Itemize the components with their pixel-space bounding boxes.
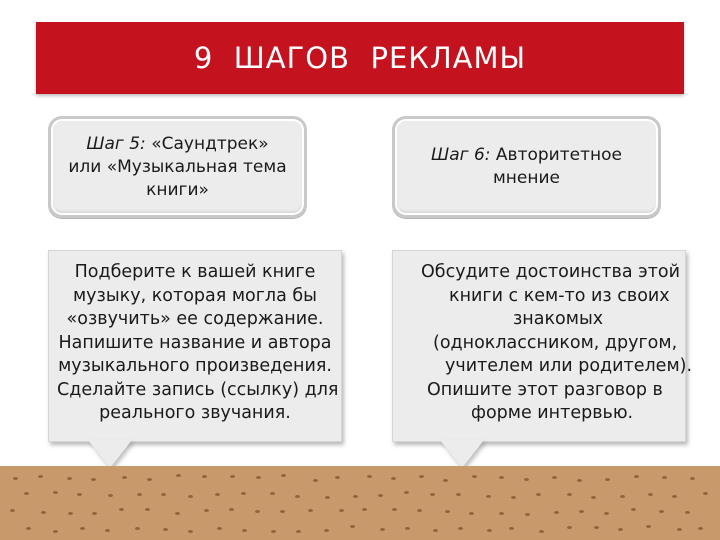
ground-pebble bbox=[472, 475, 477, 478]
ground-pebble bbox=[577, 479, 582, 482]
ground-pebble bbox=[605, 478, 610, 481]
ground-pebble bbox=[698, 527, 703, 530]
ground-pebble bbox=[662, 476, 667, 479]
step-6-header bbox=[392, 116, 661, 218]
ground-pebble bbox=[270, 492, 275, 495]
ground-pebble bbox=[554, 511, 559, 514]
ground-pebble bbox=[137, 493, 142, 496]
ground-pebble bbox=[703, 492, 708, 495]
step-5-description bbox=[48, 250, 342, 442]
step-5-body-line: реального звучания. bbox=[99, 403, 291, 423]
ground-pebble bbox=[456, 493, 461, 496]
ground-pebble bbox=[80, 527, 85, 530]
step-5-title-line-3: книги» bbox=[146, 179, 209, 200]
step-6-title bbox=[431, 144, 622, 190]
step-6-body-line: книги с кем-то из своих bbox=[449, 285, 670, 306]
ground-pebble bbox=[378, 494, 383, 497]
ground-pebble bbox=[24, 492, 29, 495]
ground-pebble bbox=[430, 493, 435, 496]
page-title: 9 ШАГОВ РЕКЛАМЫ bbox=[193, 41, 527, 75]
ground-pebble bbox=[536, 493, 541, 496]
ground-pebble bbox=[690, 477, 695, 480]
ground-pebble bbox=[353, 495, 358, 498]
ground-pebble bbox=[391, 477, 396, 480]
ground-pebble bbox=[281, 474, 286, 477]
ground-pebble bbox=[163, 528, 168, 531]
ground-pebble bbox=[41, 511, 46, 514]
title-banner bbox=[36, 22, 684, 94]
ground-pebble bbox=[296, 530, 301, 533]
step-6-callout-pointer bbox=[440, 440, 484, 468]
ground-pebble bbox=[204, 509, 209, 512]
ground-pebble bbox=[392, 508, 397, 511]
ground-pebble bbox=[677, 528, 682, 531]
ground-pebble bbox=[591, 496, 596, 499]
ground-pebble bbox=[280, 510, 285, 513]
ground-pebble bbox=[91, 478, 96, 481]
ground-pebble bbox=[339, 509, 344, 512]
step-5-body-line: музыкального произведения. bbox=[58, 356, 332, 376]
ground-pebble bbox=[499, 476, 504, 479]
ground-pebble bbox=[672, 495, 677, 498]
ground-pebble bbox=[404, 491, 409, 494]
step-5-callout-pointer bbox=[88, 440, 132, 468]
ground-pebble bbox=[122, 476, 127, 479]
ground-pebble bbox=[380, 528, 385, 531]
ground-pebble bbox=[308, 509, 313, 512]
ground-pebble bbox=[271, 530, 276, 533]
ground-pebble bbox=[350, 525, 355, 528]
ground-pebble bbox=[324, 529, 329, 532]
step-6-body-line: (одноклассником, другом, bbox=[433, 332, 678, 353]
ground-pebble bbox=[108, 494, 113, 497]
ground-pebble bbox=[176, 474, 181, 477]
step-6-label: Шаг 6: bbox=[431, 145, 491, 165]
step-6-body-line: форме интервью. bbox=[471, 403, 634, 423]
ground-pebble bbox=[229, 508, 234, 511]
step-5-body-line: Подберите к вашей книге bbox=[74, 262, 316, 282]
ground-pebble bbox=[188, 495, 193, 498]
step-5-body-line: «озвучить» ее содержание. bbox=[66, 309, 324, 329]
ground-pebble bbox=[313, 479, 318, 482]
ground-pebble bbox=[486, 495, 491, 498]
ground-pebble bbox=[685, 511, 690, 514]
ground-pebble bbox=[147, 478, 152, 481]
ground-pebble bbox=[579, 510, 584, 513]
step-5-title-line-2: или «Музыкальная тема bbox=[68, 156, 287, 177]
ground-pebble bbox=[92, 512, 97, 515]
ground-pebble bbox=[604, 512, 609, 515]
ground-pebble bbox=[469, 512, 474, 515]
ground-pebble bbox=[119, 508, 124, 511]
ground-pebble bbox=[552, 476, 557, 479]
ground-pebble bbox=[618, 528, 623, 531]
ground-pebble bbox=[255, 510, 260, 513]
ground-pebble bbox=[202, 475, 207, 478]
ground-pebble bbox=[524, 478, 529, 481]
ground-pebble bbox=[13, 477, 18, 480]
ground-pebble bbox=[539, 530, 544, 533]
step-6-description bbox=[392, 250, 693, 442]
ground-pebble bbox=[620, 495, 625, 498]
ground-pebble bbox=[659, 510, 664, 513]
ground-pebble bbox=[419, 475, 424, 478]
ground-pebble bbox=[242, 529, 247, 532]
ground-pebble bbox=[38, 475, 43, 478]
step-5-body-line: Напишите название и автора bbox=[58, 332, 332, 353]
ground-pebble bbox=[188, 530, 193, 533]
step-6-title-line-2: мнение bbox=[492, 168, 560, 188]
step-5-title bbox=[68, 133, 286, 202]
ground-pebble bbox=[135, 527, 140, 530]
ground-pebble bbox=[256, 476, 261, 479]
step-5-body-line: музыку, которая могла бы bbox=[72, 285, 318, 306]
ground-pebble bbox=[433, 529, 438, 532]
ground-pebble bbox=[53, 491, 58, 494]
ground-pebble bbox=[567, 493, 572, 496]
step-6-title-line-1: Авторитетное bbox=[495, 145, 622, 165]
ground-pebble bbox=[145, 508, 150, 511]
ground-pebble bbox=[215, 493, 220, 496]
ground-pebble bbox=[161, 493, 166, 496]
ground-pebble bbox=[648, 493, 653, 496]
ground-pebble bbox=[634, 475, 639, 478]
ground-pebble bbox=[362, 508, 367, 511]
ground-pebble bbox=[525, 513, 530, 516]
ground-strip bbox=[0, 466, 720, 540]
ground-pebble bbox=[567, 526, 572, 529]
ground-pebble bbox=[509, 527, 514, 530]
ground-pebble bbox=[443, 479, 448, 482]
ground-pebble bbox=[26, 527, 31, 530]
ground-pebble bbox=[631, 508, 636, 511]
ground-pebble bbox=[105, 529, 110, 532]
ground-pebble bbox=[68, 512, 73, 515]
ground-pebble bbox=[367, 475, 372, 478]
ground-pebble bbox=[67, 477, 72, 480]
ground-pebble bbox=[458, 527, 463, 530]
step-5-label: Шаг 5: bbox=[86, 133, 146, 154]
step-5-title-line-1: «Саундтрек» bbox=[151, 133, 269, 154]
ground-pebble bbox=[445, 510, 450, 513]
step-6-body-line: Обсудите достоинства этой bbox=[421, 262, 680, 282]
ground-pebble bbox=[295, 495, 300, 498]
ground-pebble bbox=[511, 496, 516, 499]
ground-pebble bbox=[646, 525, 651, 528]
step-6-body-line: учителем или родителем). bbox=[445, 356, 693, 376]
ground-pebble bbox=[77, 493, 82, 496]
ground-pebble bbox=[53, 530, 58, 533]
step-6-body-line: знакомых bbox=[513, 309, 604, 329]
ground-pebble bbox=[175, 512, 180, 515]
ground-pebble bbox=[241, 492, 246, 495]
ground-pebble bbox=[217, 527, 222, 530]
step-5-header bbox=[48, 116, 307, 218]
step-6-body-line: Опишите этот разговор в bbox=[427, 379, 663, 400]
ground-pebble bbox=[230, 475, 235, 478]
ground-pebble bbox=[417, 509, 422, 512]
ground-pebble bbox=[499, 512, 504, 515]
ground-pebble bbox=[405, 527, 410, 530]
ground-pebble bbox=[487, 529, 492, 532]
ground-pebble bbox=[594, 526, 599, 529]
step-5-body-line: Сделайте запись (ссылку) для bbox=[57, 379, 339, 400]
ground-pebble bbox=[325, 496, 330, 499]
ground-pebble bbox=[10, 509, 15, 512]
ground-pebble bbox=[335, 476, 340, 479]
